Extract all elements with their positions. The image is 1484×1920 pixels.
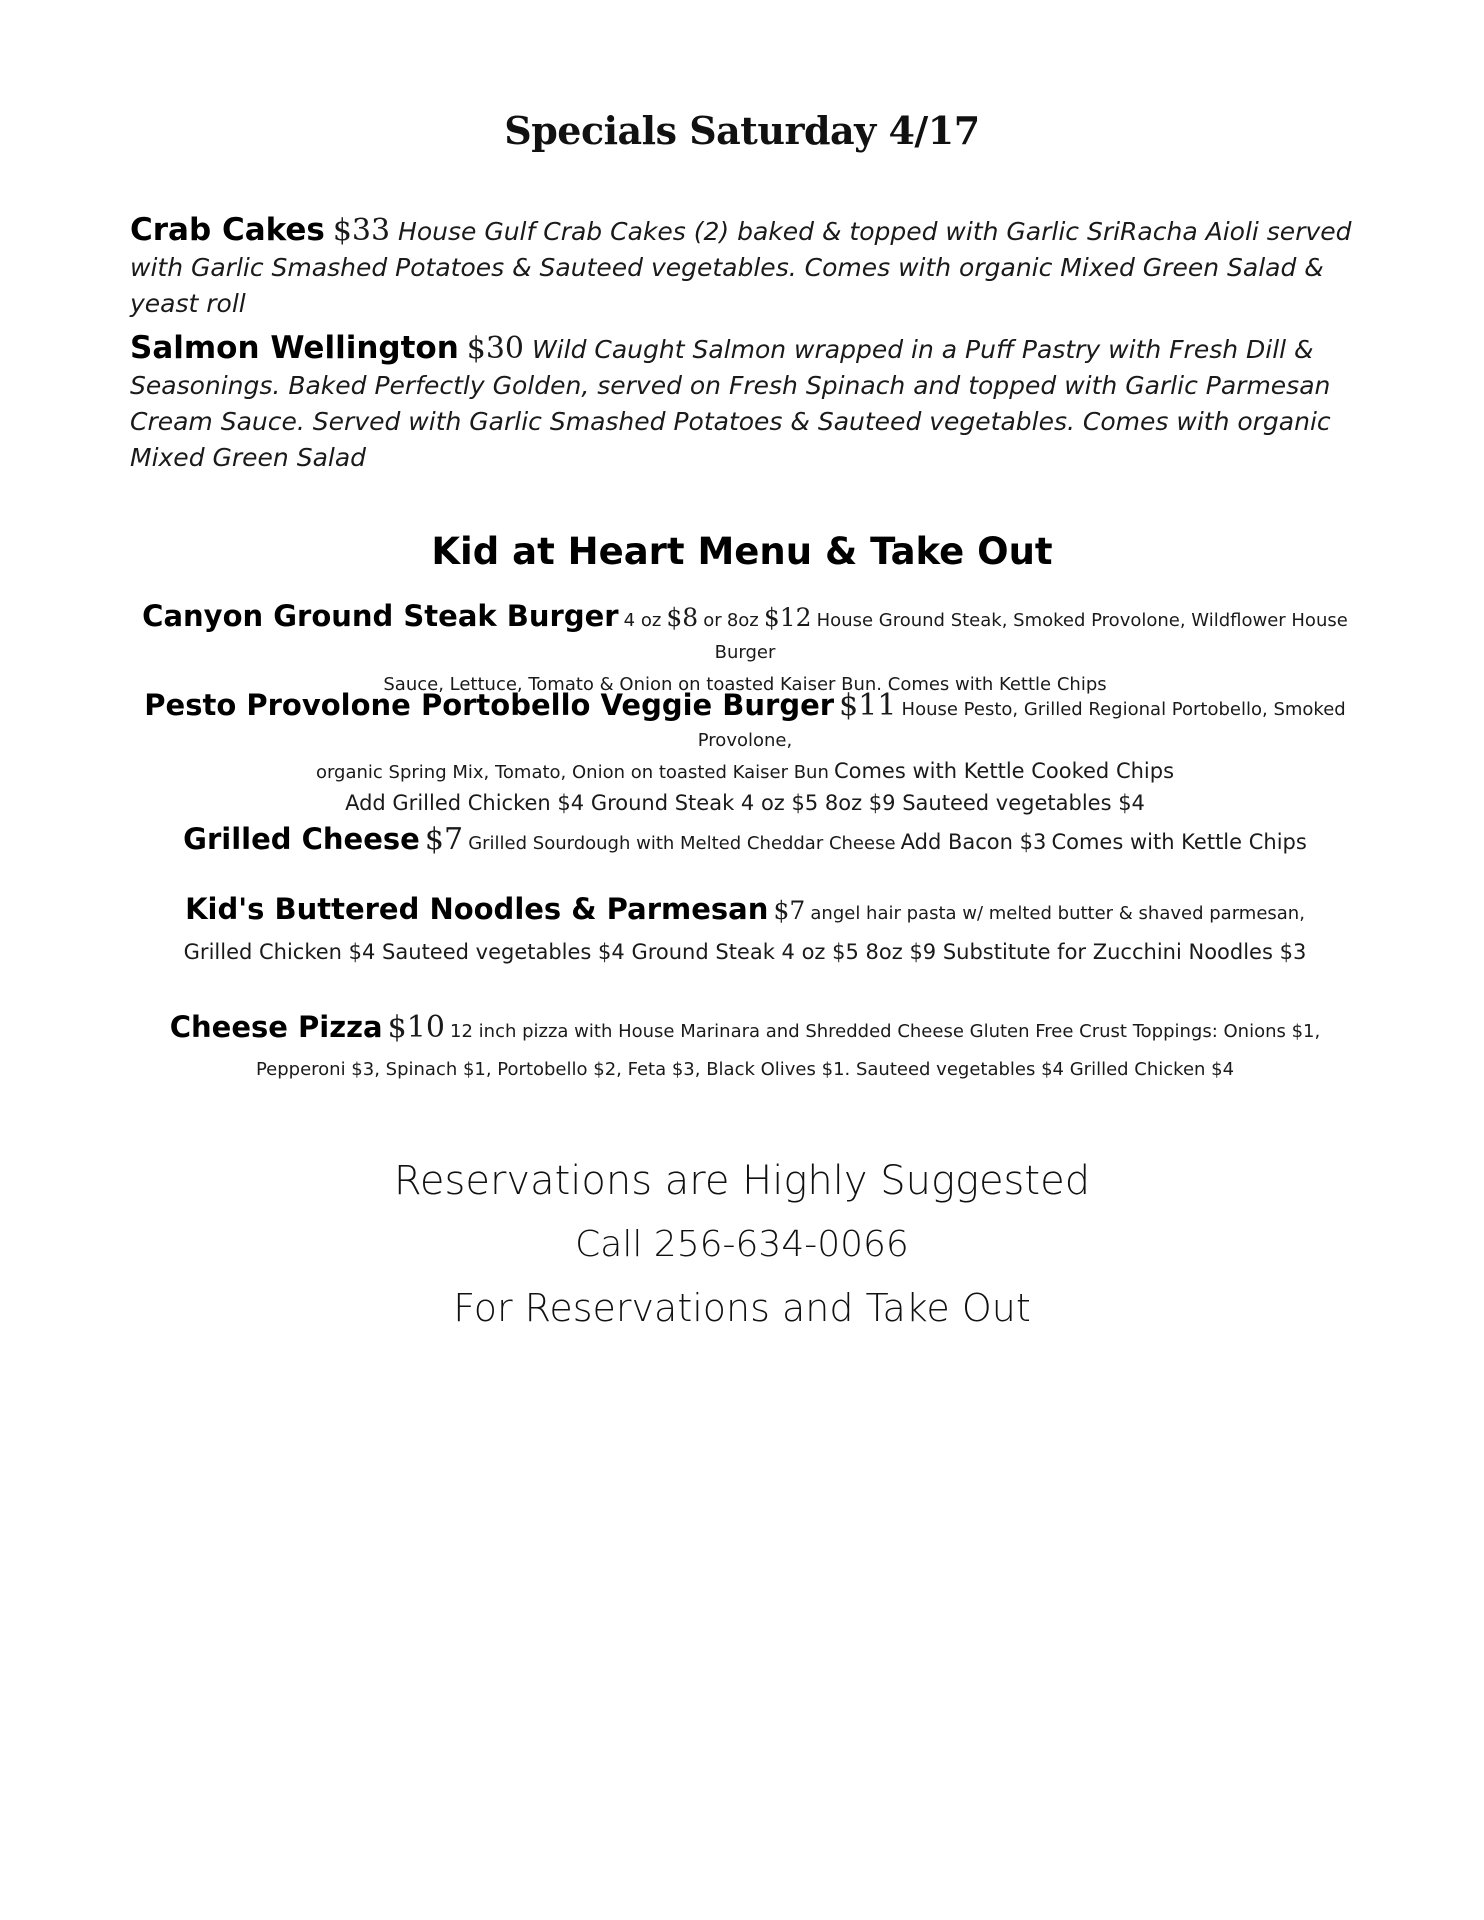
special-description: House Gulf Crab Cakes (2) baked & topped with Garlic SriRacha Aioli served with Garlic Smashed Potatoes & Sauteed vegetables. Comes with organic Mixed Green Salad & yeast roll: [130, 217, 1352, 318]
item-name: Kid's Buttered Noodles & Parmesan: [185, 892, 769, 926]
kids-menu-heading: Kid at Heart Menu & Take Out: [431, 530, 1053, 573]
item-addons: Add Grilled Chicken $4 Ground Steak 4 oz $5 8oz $9 Sauteed vegetables $4: [345, 791, 1145, 815]
special-price: $30: [466, 331, 524, 366]
item-description: Sauce, Lettuce, Tomato & Onion on toasted Kaiser Bun. Comes with Kettle Chips: [383, 674, 1107, 695]
item-price: $12: [763, 603, 812, 632]
item-price: $11: [839, 688, 897, 723]
item-description: Comes with Kettle Chips: [1051, 830, 1307, 854]
reservations-note: Reservations are Highly Suggested: [393, 1158, 1091, 1204]
item-price: $7: [773, 896, 806, 925]
item-addons: Grilled Chicken $4 Sauteed vegetables $4 Ground Steak 4 oz $5 8oz $9 Substitute for Zucchini Noodles $3: [183, 940, 1307, 964]
item-description: Comes with Kettle Cooked Chips: [833, 759, 1175, 783]
menu-item-veggie-burger: [130, 690, 1360, 819]
phone-number: Call 256-634-0066: [575, 1224, 909, 1265]
special-salmon-wellington: [130, 330, 1360, 476]
menu-item-noodles: [130, 890, 1360, 971]
menu-item-grilled-cheese: [130, 822, 1360, 861]
item-size: 8oz: [726, 610, 759, 631]
menu-item-pizza: [130, 1008, 1360, 1089]
item-name: Pesto Provolone Portobello Veggie Burger: [144, 688, 835, 722]
takeout-note: For Reservations and Take Out: [453, 1286, 1031, 1330]
item-description: Pepperoni $3, Spinach $1, Portobello $2, Feta $3, Black Olives $1. Sauteed vegetables $4 Grilled Chicken $4: [255, 1059, 1235, 1080]
item-description: 12 inch pizza with House Marinara and Shredded Cheese Gluten Free Crust Toppings: Onions $1,: [450, 1021, 1321, 1042]
page-title: Specials Saturday 4/17: [504, 108, 980, 153]
item-description: House Pesto, Grilled Regional Portobello, Smoked Provolone,: [697, 699, 1346, 751]
item-or: or: [703, 610, 722, 631]
item-description: House Ground Steak, Smoked Provolone, Wildflower House Burger: [714, 610, 1348, 663]
item-size: 4 oz: [623, 610, 662, 631]
special-name: Crab Cakes: [130, 212, 325, 248]
item-description: organic Spring Mix, Tomato, Onion on toasted Kaiser Bun: [315, 762, 829, 783]
special-description: Wild Caught Salmon wrapped in a Puff Pastry with Fresh Dill & Seasonings. Baked Perfectly Golden, served on Fresh Spinach and topped with Garlic Parmesan Cream Sauce. Served with Garlic Smashed Potatoes & Sauteed vegetables. Comes with organic Mixed Green Salad: [130, 335, 1331, 472]
special-crab-cakes: [130, 212, 1360, 322]
item-price: $10: [387, 1010, 445, 1045]
special-price: $33: [332, 213, 391, 248]
item-price: $7: [424, 822, 464, 857]
item-name: Cheese Pizza: [169, 1010, 383, 1044]
item-name: Canyon Ground Steak Burger: [142, 599, 619, 633]
item-price: $8: [666, 603, 699, 632]
item-description: angel hair pasta w/ melted butter & shaved parmesan,: [810, 903, 1305, 924]
item-addon: Add Bacon $3: [900, 830, 1047, 854]
menu-item-burger: [130, 600, 1360, 701]
item-description: Grilled Sourdough with Melted Cheddar Cheese: [468, 833, 896, 854]
item-name: Grilled Cheese: [183, 822, 420, 856]
special-name: Salmon Wellington: [130, 330, 459, 366]
